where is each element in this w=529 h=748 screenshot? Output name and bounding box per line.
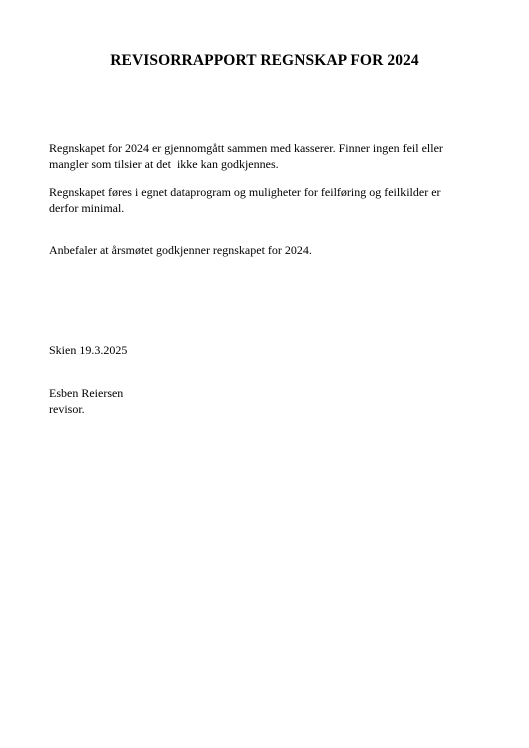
- signature-block: [49, 385, 489, 417]
- paragraph-line: Regnskapet føres i egnet dataprogram og muligheter for feilføring og feilkilder er: [49, 185, 441, 199]
- paragraph-line: Anbefaler at årsmøtet godkjenner regnskapet for 2024.: [49, 243, 312, 257]
- signer-role: revisor.: [49, 402, 85, 416]
- paragraph-line: derfor minimal.: [49, 201, 125, 215]
- paragraph-line: mangler som tilsier at det ikke kan godkjennes.: [49, 157, 279, 171]
- document-title: REVISORRAPPORT REGNSKAP FOR 2024: [110, 52, 419, 69]
- paragraph-line: Regnskapet for 2024 er gjennomgått sammen med kasserer. Finner ingen feil eller: [49, 141, 443, 155]
- place-date-text: Skien 19.3.2025: [49, 343, 128, 357]
- paragraph-accounting-method: [49, 184, 489, 216]
- paragraph-recommendation: [49, 242, 489, 258]
- paragraph-review-statement: [49, 140, 489, 172]
- signer-name: Esben Reiersen: [49, 386, 124, 400]
- place-and-date: [49, 342, 489, 358]
